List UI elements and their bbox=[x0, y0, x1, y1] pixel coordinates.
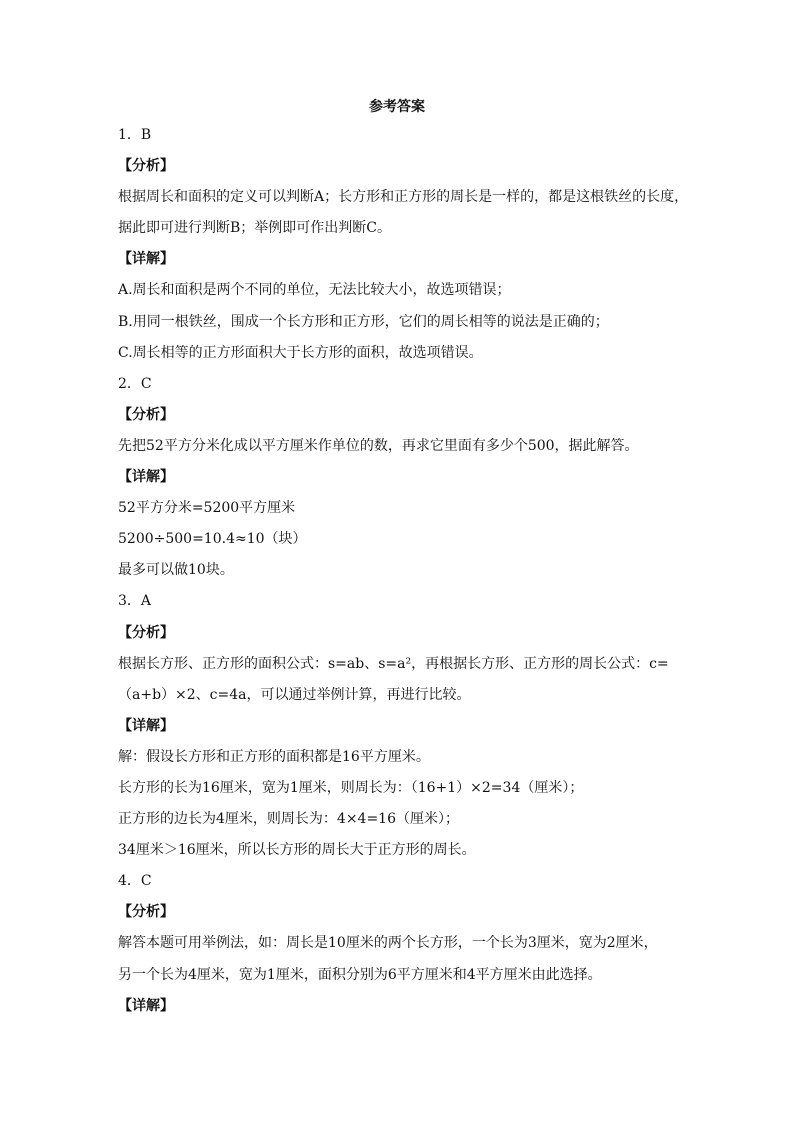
analysis-text: 根据周长和面积的定义可以判断A；长方形和正方形的周长是一样的，都是这根铁丝的长度， bbox=[118, 189, 689, 206]
detail-text: 5200÷500=10.4≈10（块） bbox=[118, 531, 307, 548]
detail-label: 【详解】 bbox=[118, 469, 174, 486]
analysis-text: 先把52平方分米化成以平方厘米作单位的数，再求它里面有多少个500，据此解答。 bbox=[118, 437, 639, 454]
analysis-label: 【分析】 bbox=[118, 624, 174, 641]
detail-text: B.用同一根铁丝，围成一个长方形和正方形，它们的周长相等的说法是正确的； bbox=[118, 313, 609, 330]
analysis-text: 解答本题可用举例法，如：周长是10厘米的两个长方形，一个长为3厘米，宽为2厘米， bbox=[118, 935, 658, 952]
question-number: 2．C bbox=[118, 375, 152, 392]
detail-text: 长方形的长为16厘米，宽为1厘米，则周长为：（16+1）×2=34（厘米）； bbox=[118, 779, 584, 796]
detail-label: 【详解】 bbox=[118, 251, 174, 268]
detail-text: C.周长相等的正方形面积大于长方形的面积，故选项错误。 bbox=[118, 344, 483, 361]
analysis-label: 【分析】 bbox=[118, 904, 174, 921]
page-title: 参考答案 bbox=[369, 99, 425, 115]
detail-text: A.周长和面积是两个不同的单位，无法比较大小，故选项错误； bbox=[118, 282, 511, 299]
detail-label: 【详解】 bbox=[118, 717, 174, 734]
analysis-text: 另一个长为4厘米，宽为1厘米，面积分别为6平方厘米和4平方厘米由此选择。 bbox=[118, 966, 602, 983]
question-number: 4．C bbox=[118, 873, 152, 890]
question-number: 3．A bbox=[118, 593, 152, 610]
answer-body bbox=[118, 120, 688, 1022]
analysis-text: （a+b）×2、c=4a，可以通过举例计算，再进行比较。 bbox=[118, 686, 471, 703]
detail-text: 正方形的边长为4厘米，则周长为：4×4=16（厘米）； bbox=[118, 811, 459, 828]
analysis-text: 据此即可进行判断B；举例即可作出判断C。 bbox=[118, 220, 391, 237]
detail-text: 52平方分米=5200平方厘米 bbox=[118, 500, 296, 517]
analysis-label: 【分析】 bbox=[118, 158, 174, 175]
detail-label: 【详解】 bbox=[118, 997, 174, 1014]
detail-text: 34厘米＞16厘米，所以长方形的周长大于正方形的周长。 bbox=[118, 842, 476, 859]
analysis-text: 根据长方形、正方形的面积公式：s=ab、s=a²，再根据长方形、正方形的周长公式：c= bbox=[118, 655, 669, 672]
question-number: 1．B bbox=[118, 127, 152, 143]
detail-text: 解：假设长方形和正方形的面积都是16平方厘米。 bbox=[118, 748, 430, 765]
analysis-label: 【分析】 bbox=[118, 406, 174, 423]
detail-text: 最多可以做10块。 bbox=[118, 562, 234, 579]
